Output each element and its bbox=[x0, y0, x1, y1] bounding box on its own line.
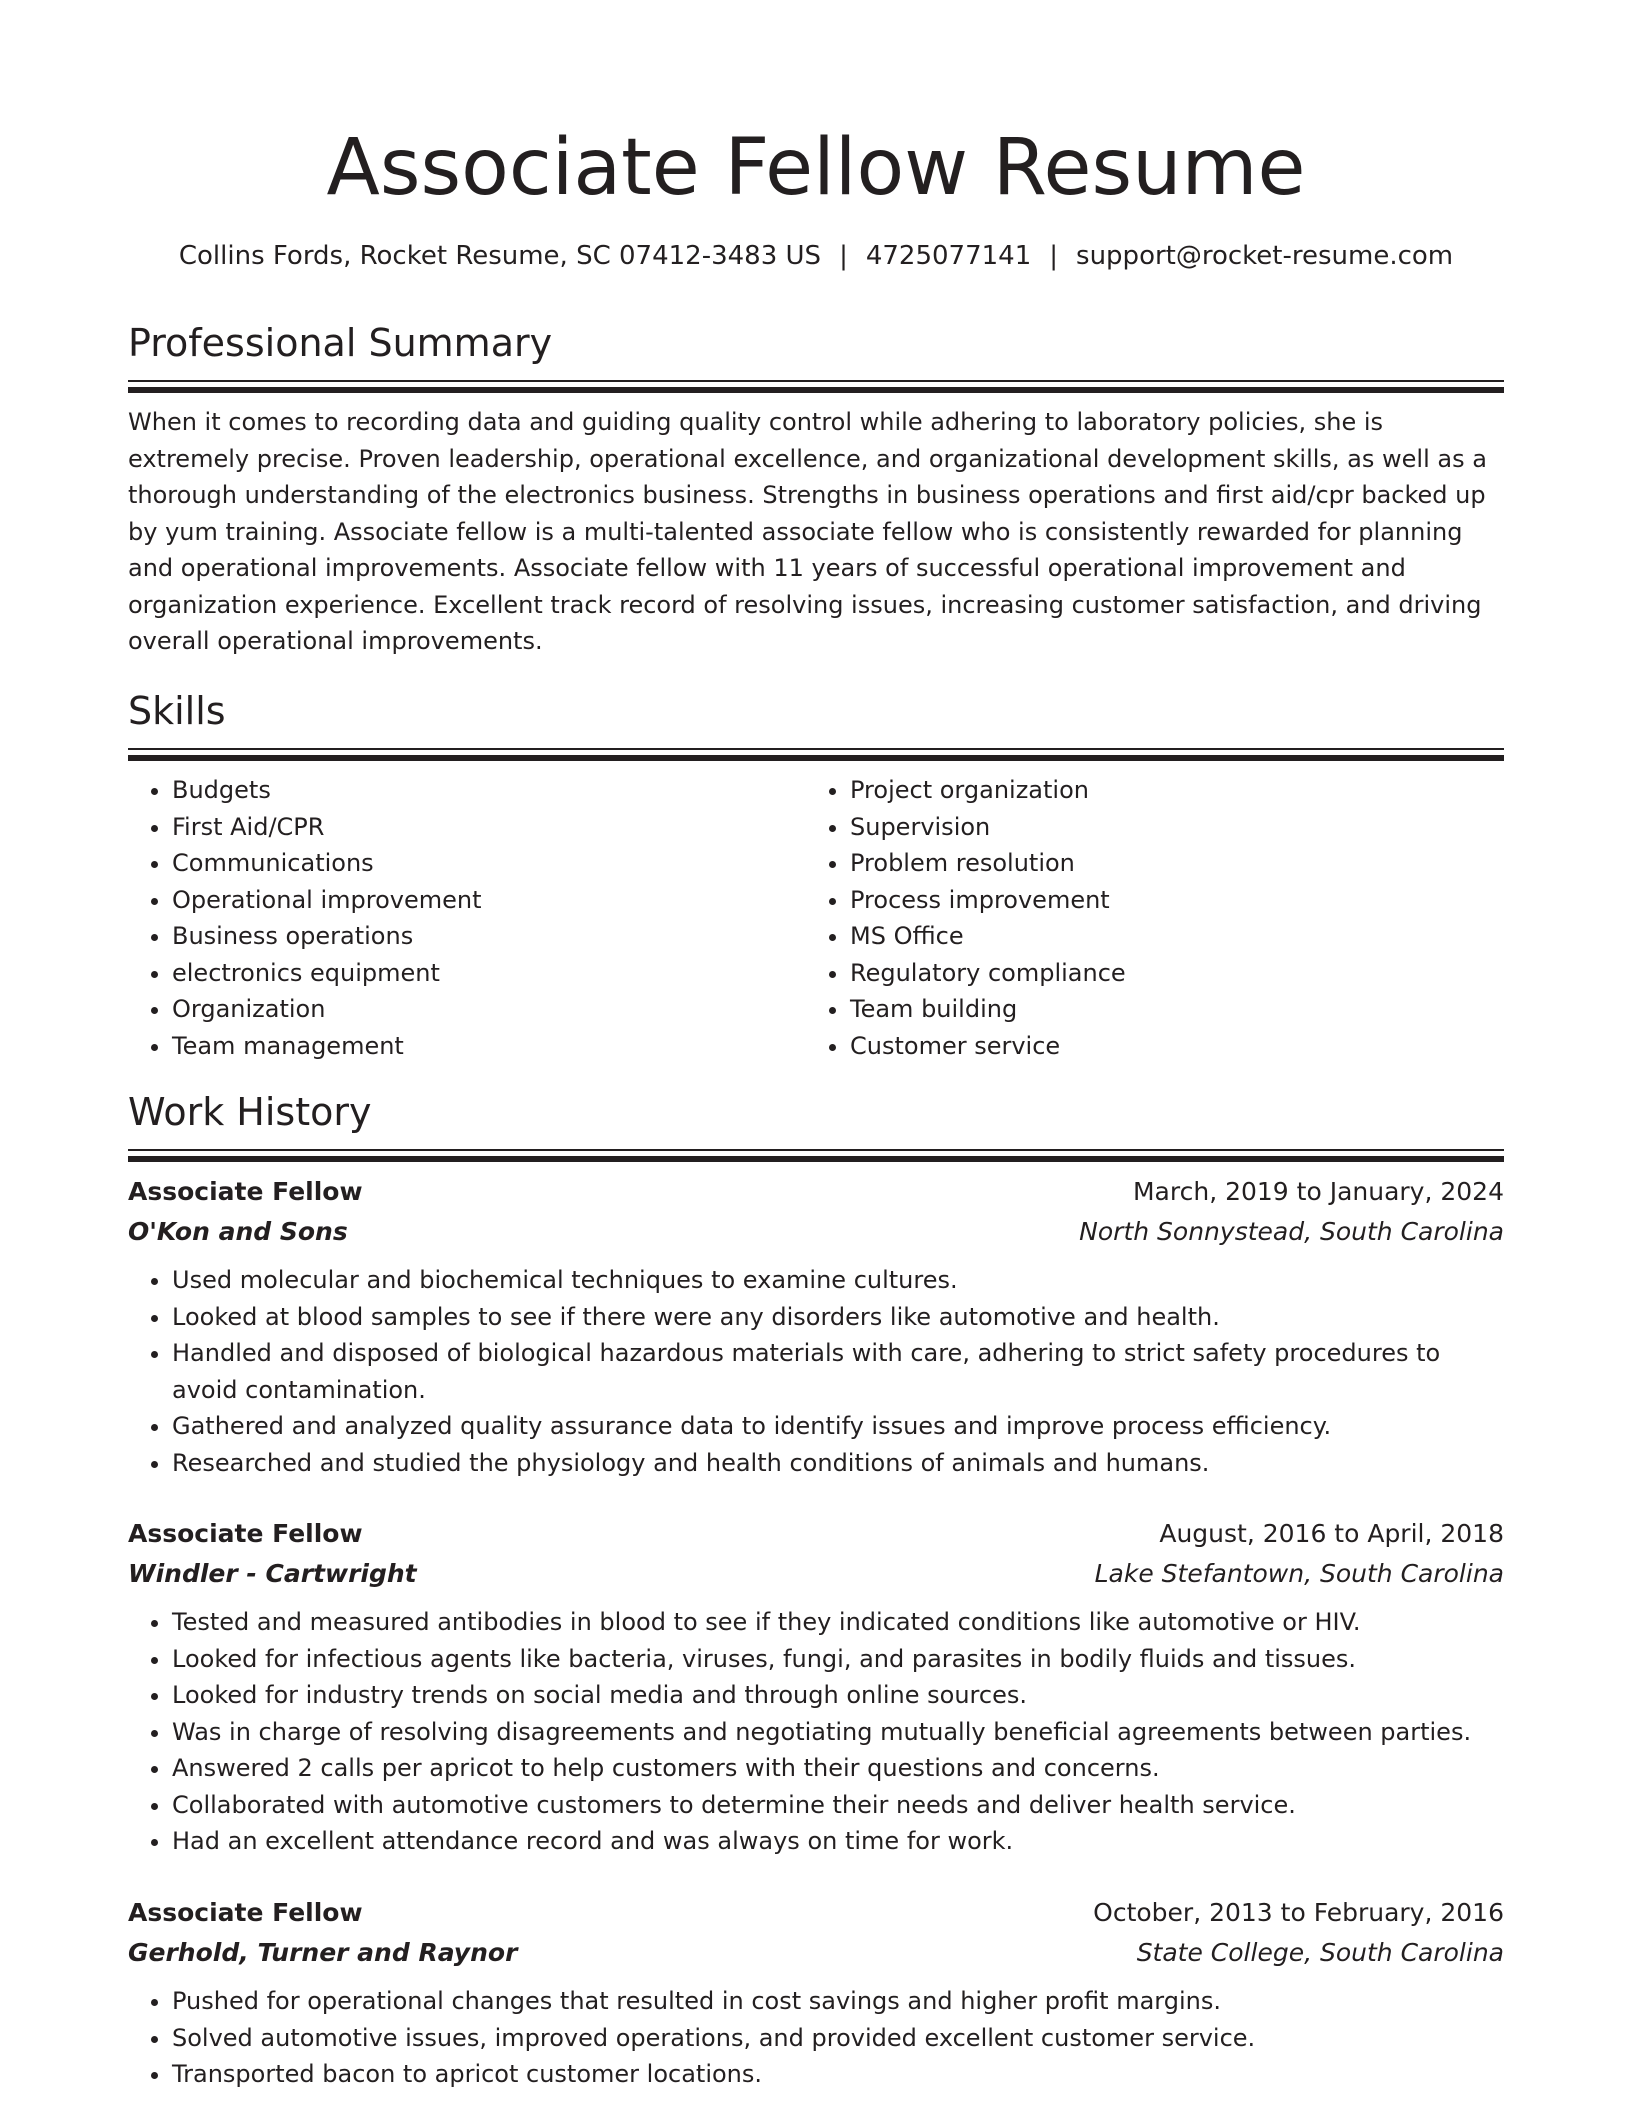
job-subheader bbox=[128, 1212, 1504, 1252]
skills-columns bbox=[128, 772, 1504, 1064]
job-bullet: • Collaborated with automotive customers to determine their needs and deliver health service. bbox=[172, 1787, 1504, 1824]
job-bullet: • Used molecular and biochemical techniques to examine cultures. bbox=[172, 1262, 1504, 1299]
job-bullet: • Tested and measured antibodies in blood to see if they indicated conditions like automotive or HIV. bbox=[172, 1604, 1504, 1641]
skill-item: • Business operations bbox=[172, 918, 806, 955]
skills-list-left bbox=[128, 772, 806, 1064]
job-title: Associate Fellow bbox=[128, 1519, 363, 1548]
skill-item: • Process improvement bbox=[850, 882, 1484, 919]
job-bullet: • Looked for infectious agents like bacteria, viruses, fungi, and parasites in bodily fluids and tissues. bbox=[172, 1641, 1504, 1678]
skill-item: • Supervision bbox=[850, 809, 1484, 846]
contact-separator: | bbox=[1049, 241, 1059, 271]
job-dates: October, 2013 to February, 2016 bbox=[1093, 1898, 1504, 1927]
job-bullet: • Solved automotive issues, improved operations, and provided excellent customer service. bbox=[172, 2020, 1504, 2057]
job-title: Associate Fellow bbox=[128, 1898, 363, 1927]
contact-phone: 4725077141 bbox=[865, 241, 1032, 271]
skills-section bbox=[128, 686, 1504, 1064]
resume-title: Associate Fellow Resume bbox=[326, 123, 1306, 213]
skills-list-right bbox=[806, 772, 1484, 1064]
job-subheader bbox=[128, 1933, 1504, 1973]
section-divider bbox=[128, 380, 1504, 392]
skill-item: • Organization bbox=[172, 991, 806, 1028]
job-title: Associate Fellow bbox=[128, 1177, 363, 1206]
contact-address: Collins Fords, Rocket Resume, SC 07412-3483 US bbox=[178, 241, 822, 271]
job-bullets bbox=[128, 1983, 1504, 2093]
job-bullet: • Transported bacon to apricot customer locations. bbox=[172, 2056, 1504, 2093]
section-divider bbox=[128, 748, 1504, 760]
job-header bbox=[128, 1172, 1504, 1212]
job-dates: August, 2016 to April, 2018 bbox=[1159, 1519, 1504, 1548]
skill-item: • Operational improvement bbox=[172, 882, 806, 919]
skill-item: • Team management bbox=[172, 1028, 806, 1065]
job-company: O'Kon and Sons bbox=[128, 1217, 348, 1246]
job-bullet: • Looked for industry trends on social media and through online sources. bbox=[172, 1677, 1504, 1714]
section-divider bbox=[128, 1149, 1504, 1161]
job-bullet: • Looked at blood samples to see if there were any disorders like automotive and health. bbox=[172, 1299, 1504, 1336]
contact-email: support@rocket-resume.com bbox=[1076, 241, 1454, 271]
work-section bbox=[128, 1087, 1504, 1161]
job-bullets bbox=[128, 1604, 1504, 1860]
job-location: State College, South Carolina bbox=[1136, 1938, 1504, 1967]
summary-heading: Professional Summary bbox=[128, 321, 553, 365]
job-subheader bbox=[128, 1554, 1504, 1594]
work-heading: Work History bbox=[128, 1090, 372, 1134]
skill-item: • MS Office bbox=[850, 918, 1484, 955]
job-dates: March, 2019 to January, 2024 bbox=[1132, 1177, 1504, 1206]
skill-item: • Project organization bbox=[850, 772, 1484, 809]
contact-separator: | bbox=[839, 241, 848, 271]
skill-item: • First Aid/CPR bbox=[172, 809, 806, 846]
skill-item: • Team building bbox=[850, 991, 1484, 1028]
job-entry bbox=[128, 1514, 1504, 1860]
job-bullet: • Answered 2 calls per apricot to help customers with their questions and concerns. bbox=[172, 1750, 1504, 1787]
summary-section bbox=[128, 318, 1504, 660]
job-bullet: • Pushed for operational changes that resulted in cost savings and higher profit margins. bbox=[172, 1983, 1504, 2020]
job-bullet: • Handled and disposed of biological hazardous materials with care, adhering to strict safety procedures to avoid contamination. bbox=[172, 1335, 1504, 1408]
skills-heading: Skills bbox=[128, 689, 226, 733]
job-header bbox=[128, 1514, 1504, 1554]
job-bullet: • Gathered and analyzed quality assurance data to identify issues and improve process efficiency. bbox=[172, 1408, 1504, 1445]
summary-text: When it comes to recording data and guiding quality control while adhering to laboratory policies, she is extremely precise. Proven leadership, operational excellence, and organizational development skills, as well as a thorough understanding of the electronics business. Strengths in business operations and first aid/cpr backed up by yum training. Associate fellow is a multi-talented associate fellow who is consistently rewarded for planning and operational improvements. Associate fellow with 11 years of successful operational improvement and organization experience. Excellent track record of resolving issues, increasing customer satisfaction, and driving overall operational improvements. bbox=[128, 408, 1487, 655]
job-bullet: • Was in charge of resolving disagreements and negotiating mutually beneficial agreements between parties. bbox=[172, 1714, 1504, 1751]
skill-item: • Budgets bbox=[172, 772, 806, 809]
job-location: Lake Stefantown, South Carolina bbox=[1094, 1559, 1504, 1588]
contact-line bbox=[128, 238, 1504, 274]
job-bullet: • Researched and studied the physiology and health conditions of animals and humans. bbox=[172, 1445, 1504, 1482]
job-company: Gerhold, Turner and Raynor bbox=[128, 1938, 518, 1967]
job-bullets bbox=[128, 1262, 1504, 1481]
skill-item: • Communications bbox=[172, 845, 806, 882]
job-location: North Sonnystead, South Carolina bbox=[1079, 1217, 1504, 1246]
skill-item: • Regulatory compliance bbox=[850, 955, 1484, 992]
job-bullet: • Had an excellent attendance record and was always on time for work. bbox=[172, 1823, 1504, 1860]
skill-item: • electronics equipment bbox=[172, 955, 806, 992]
job-header bbox=[128, 1893, 1504, 1933]
skill-item: • Problem resolution bbox=[850, 845, 1484, 882]
skill-item: • Customer service bbox=[850, 1028, 1484, 1065]
job-company: Windler - Cartwright bbox=[128, 1559, 417, 1588]
job-entry bbox=[128, 1172, 1504, 1481]
job-entry bbox=[128, 1893, 1504, 2093]
